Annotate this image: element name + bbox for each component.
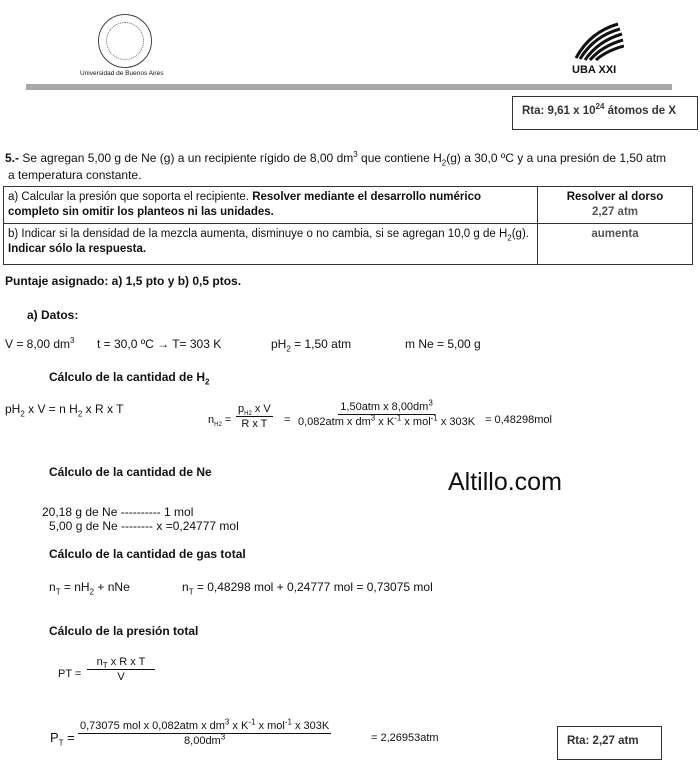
ntotal-result: $n_T = 0,48298$ mol + 0,24777 mol = 0,73075 mol	[182, 580, 433, 597]
answer-b-cell: aumenta	[538, 224, 693, 265]
equals-sign: =	[284, 414, 291, 426]
datos-temperature: t = 30,0 ºC → T= 303 K	[97, 337, 222, 351]
previous-answer: Rta: 9,61 x $10^{24}$ átomos de X	[522, 102, 676, 117]
problem-statement-line2: a temperatura constante.	[8, 168, 142, 182]
table-row	[4, 187, 693, 224]
watermark: Altillo.com	[448, 468, 562, 496]
header-divider	[26, 84, 672, 90]
question-table	[3, 186, 693, 265]
pt-lhs: PT =	[58, 668, 82, 680]
datos-volume: V = 8,00 $dm^3$	[5, 336, 75, 351]
problem-statement: 5.- Se agregan 5,00 g de Ne (g) a un recipiente rígido de 8,00 $dm^3$ que contiene $H_2(g)$ a 30,0 ºC y a una presión de 1,50 atm	[5, 150, 667, 168]
table-row	[4, 224, 693, 265]
question-b: b) Indicar si la densidad de la mezcla aumenta, disminuye o no cambia, si se agregan 10,0 g de $H_2(g)$. Indicar sólo la respuesta.	[4, 224, 538, 265]
ne-line-2: 5,00 g de Ne -------- x =0,24777 mol	[49, 519, 239, 533]
calc-total-title: Cálculo de la cantidad de gas total	[49, 547, 246, 561]
uba-xxi-logo-icon	[572, 22, 624, 62]
calc-ne-title: Cálculo de la cantidad de Ne	[49, 465, 212, 479]
score-line: Puntaje asignado: a) 1,5 pto y b) 0,5 ptos.	[5, 274, 242, 288]
university-caption: Universidad de Buenos Aires	[80, 70, 164, 77]
nh2-lhs: $n_{H2}$ =	[208, 414, 232, 429]
nh2-fraction-symbolic: $\frac{p_{H2} x V}{\text{R x T}}$	[238, 403, 271, 430]
answer-a-cell: Resolver al dorso 2,27 atm	[538, 187, 693, 224]
uba-xxi-caption: UBA XXI	[572, 64, 617, 76]
datos-title: a) Datos:	[27, 308, 79, 322]
ne-line-1: 20,18 g de Ne ---------- 1 mol	[42, 505, 194, 519]
calc-pt-title: Cálculo de la presión total	[49, 624, 199, 638]
calc-h2-title: Cálculo de la cantidad de $H_2$	[49, 370, 210, 387]
pt-final-result: = 2,26953atm	[371, 732, 439, 744]
pt-final-fraction: 0,73075 mol x 0,082atm x $dm^3$ x $K^{-1}$ x mol$^{-1}$ x 303K $8,00dm^3$	[80, 717, 330, 747]
nh2-fraction-numeric: 1,50atm x $8,00dm^3$ 0,082atm x $dm^3$ x $K^{-1}$ x mol$^{-1}$ x 303K	[298, 398, 476, 428]
datos-mass-ne: m Ne = 5,00 g	[405, 337, 481, 351]
final-answer: Rta: 2,27 atm	[567, 735, 639, 747]
pt-final-lhs: $P_T$ =	[50, 730, 75, 748]
datos-pressure: $pH_2 = 1,50$ atm	[271, 337, 352, 354]
ntotal-equation: $n_T = nH_2$ + nNe	[49, 580, 130, 597]
pt-formula-fraction: $\frac{n_T x R x T}{V}$	[87, 656, 155, 683]
question-a: a) Calcular la presión que soporta el recipiente. Resolver mediante el desarrollo numérico completo sin omitir los planteos ni las unidades.	[4, 187, 538, 224]
ideal-gas-equation: $pH_2$ x V = n $H_2$ x R x T	[5, 402, 124, 419]
nh2-result: = 0,48298mol	[485, 414, 552, 426]
university-seal-icon	[98, 14, 152, 68]
